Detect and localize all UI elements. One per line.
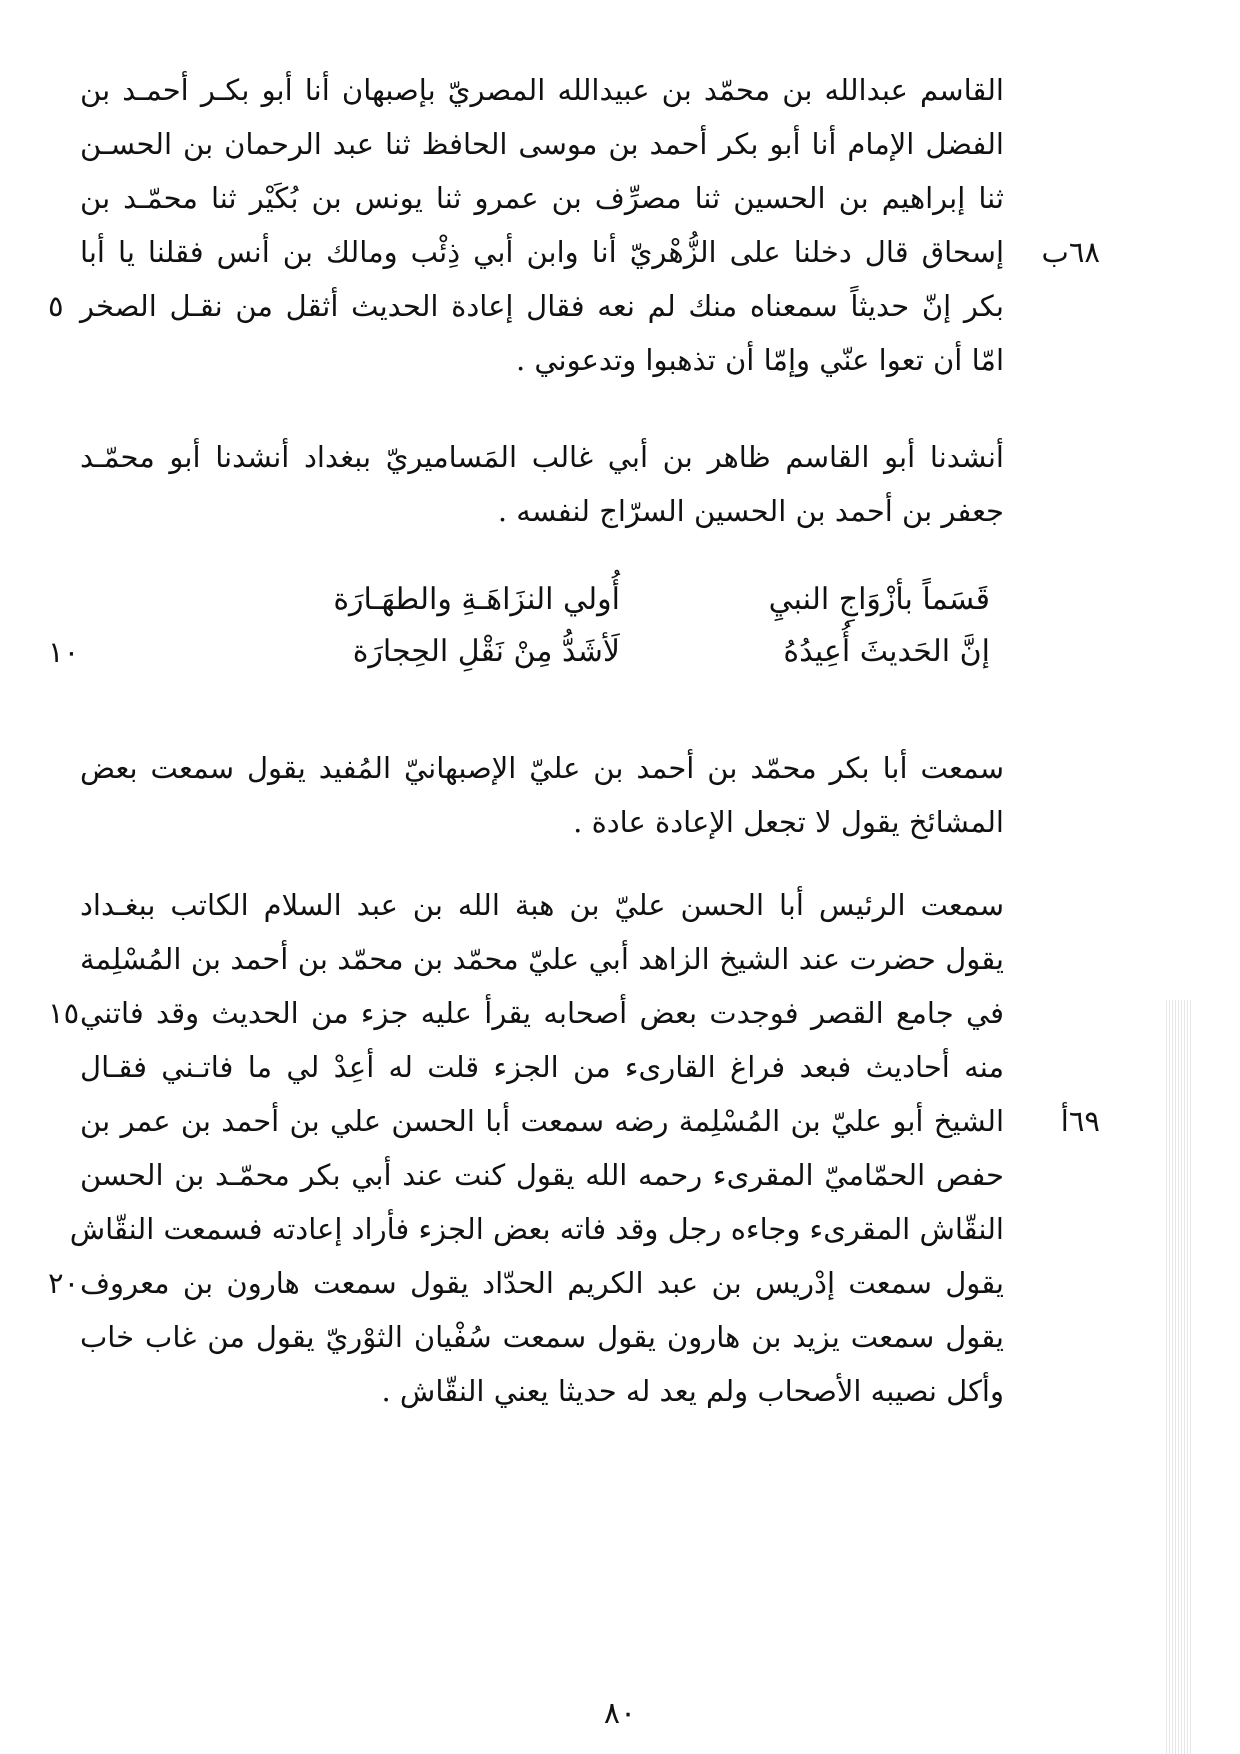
folio-marker-68b: ٦٨ب	[1041, 235, 1100, 269]
text-line: منه أحاديث فبعد فراغ القارىء من الجزء قلت له أعِدْ لي ما فاتـني فقـال	[80, 1050, 1004, 1084]
text-line: أنشدنا أبو القاسم ظاهر بن أبي غالب المَساميريّ ببغداد أنشدنا أبو محمّـد	[80, 440, 1004, 474]
line-number-10: ١٠	[48, 635, 80, 669]
text-line: يقول سمعت يزيد بن هارون يقول سمعت سُفْيان الثوْريّ يقول من غاب خاب	[80, 1320, 1004, 1354]
text-line: في جامع القصر فوجدت بعض أصحابه يقرأ عليه جزء من الحديث وقد فاتني	[80, 996, 1004, 1030]
scan-edge-shadow	[1166, 1000, 1192, 1754]
poem-verse-1-first: قَسَماً بأزْوَاجِ النبيِ	[768, 582, 990, 617]
text-line: وأكل نصيبه الأصحاب ولم يعد له حديثا يعني النقّاش .	[381, 1374, 1004, 1408]
text-line: يقول حضرت عند الشيخ الزاهد أبي عليّ محمّد بن محمّد بن أحمد بن المُسْلِمة	[80, 942, 1004, 976]
poem-verse-1-second: أُولي النزَاهَـةِ والطهَـارَة	[333, 582, 620, 617]
text-line: ثنا إبراهيم بن الحسين ثنا مصرِّف بن عمرو ثنا يونس بن بُكَيْر ثنا محمّـد بن	[80, 181, 1004, 215]
text-line: سمعت أبا بكر محمّد بن أحمد بن عليّ الإصبهانيّ المُفيد يقول سمعت بعض	[80, 751, 1004, 785]
text-line: جعفر بن أحمد بن الحسين السرّاج لنفسه .	[497, 494, 1004, 528]
text-line: إسحاق قال دخلنا على الزُّهْريّ أنا وابن أبي ذِئْب ومالك بن أنس فقلنا يا أبا	[80, 235, 1004, 269]
text-line: امّا أن تعوا عنّي وإمّا أن تذهبوا وتدعوني .	[515, 343, 1004, 377]
text-line: المشائخ يقول لا تجعل الإعادة عادة .	[573, 805, 1004, 839]
line-number-5: ٥	[48, 289, 64, 323]
text-line: الشيخ أبو عليّ بن المُسْلِمة رضه سمعت أبا الحسن علي بن أحمد بن عمر بن	[80, 1104, 1004, 1138]
poem-verse-2-first: إنَّ الحَديثَ أُعِيدُهُ	[783, 634, 990, 669]
text-line: سمعت الرئيس أبا الحسن عليّ بن هبة الله بن عبد السلام الكاتب ببغـداد	[80, 888, 1004, 922]
page-number: ٨٠	[603, 1696, 637, 1731]
text-line: بكر إنّ حديثاً سمعناه منك لم نعه فقال إعادة الحديث أثقل من نقـل الصخر	[80, 289, 1004, 323]
text-line: الفضل الإمام أنا أبو بكر أحمد بن موسى الحافظ ثنا عبد الرحمان بن الحسـن	[80, 127, 1004, 161]
text-line: حفص الحمّاميّ المقرىء رحمه الله يقول كنت عند أبي بكر محمّـد بن الحسن	[80, 1158, 1004, 1192]
text-line: يقول سمعت إدْريس بن عبد الكريم الحدّاد يقول سمعت هارون بن معروف	[80, 1266, 1004, 1300]
text-line: النقّاش المقرىء وجاءه رجل وقد فاته بعض الجزء فأراد إعادته فسمعت النقّاش	[69, 1212, 1004, 1246]
folio-marker-69a: ٦٩أ	[1060, 1104, 1100, 1138]
line-number-15: ١٥	[48, 996, 80, 1030]
text-line: القاسم عبدالله بن محمّد بن عبيدالله المصريّ بإصبهان أنا أبو بكـر أحمـد بن	[80, 73, 1004, 107]
line-number-20: ٢٠	[48, 1266, 80, 1300]
poem-verse-2-second: لَأشَدُّ مِنْ نَقْلِ الحِجارَة	[352, 634, 620, 669]
